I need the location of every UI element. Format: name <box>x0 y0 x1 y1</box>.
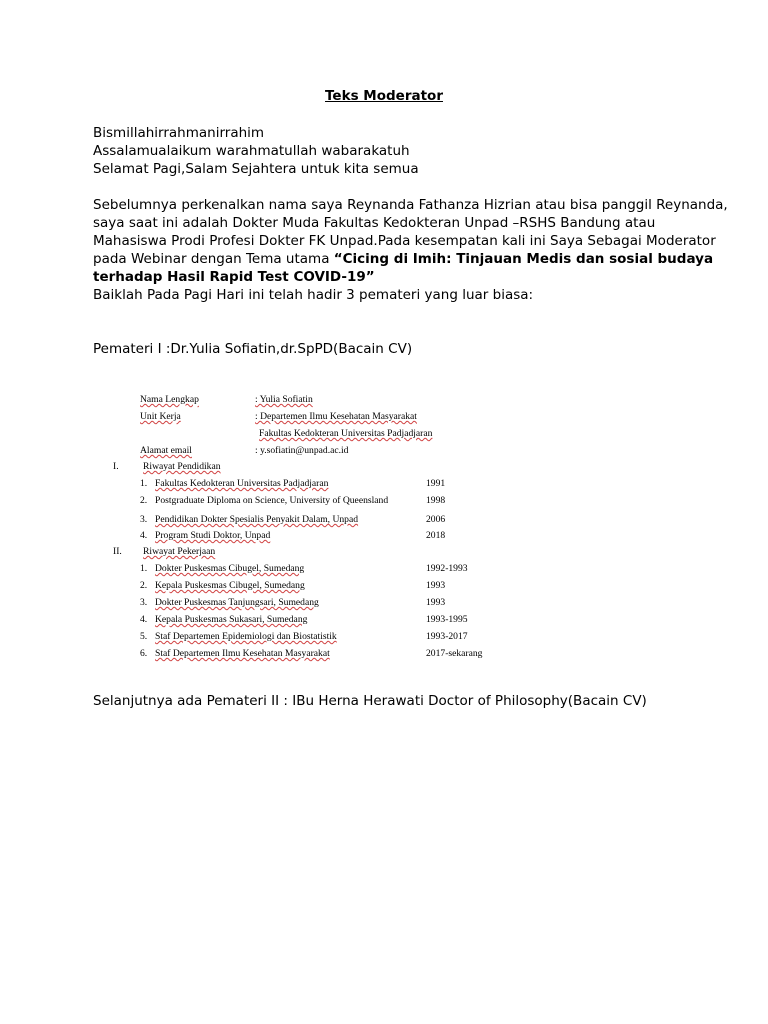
cv-item-year: 1992-1993 <box>426 563 468 574</box>
cv-item-number: 6. <box>140 648 148 659</box>
cv-field-label: Nama Lengkap <box>140 394 199 405</box>
cv-field-value: : y.sofiatin@unpad.ac.id <box>255 445 349 456</box>
cv-field-value: Fakultas Kedokteran Universitas Padjadjaran <box>259 428 433 439</box>
cv-item-year: 1991 <box>426 478 446 489</box>
intro-theme-title-cont: terhadap Hasil Rapid Test COVID-19” <box>93 269 375 285</box>
cv-item-text: Program Studi Doktor, Unpad <box>155 530 271 541</box>
cv-item-number: 4. <box>140 530 148 541</box>
cv-item-number: 3. <box>140 514 148 525</box>
cv-section-number: II. <box>113 546 122 557</box>
intro-theme-prefix: pada Webinar dengan Tema utama <box>93 251 334 267</box>
cv-item-year: 1993 <box>426 580 446 591</box>
cv-item-text: Dokter Puskesmas Cibugel, Sumedang <box>155 563 305 574</box>
cv-field-value: : Yulia Sofiatin <box>255 394 313 405</box>
cv-item-text: Dokter Puskesmas Tanjungsari, Sumedang <box>155 597 319 608</box>
document-title: Teks Moderator <box>325 88 443 104</box>
cv-section-heading: Riwayat Pekerjaan <box>143 546 216 557</box>
cv-field-label: Alamat email <box>140 445 192 456</box>
greeting-salam: Assalamualaikum warahmatullah wabarakatuh <box>93 143 410 159</box>
cv-field-label: Unit Kerja <box>140 411 181 422</box>
intro-theme-title: “Cicing di Imih: Tinjauan Medis dan sosial budaya <box>333 251 714 267</box>
cv-item-text: Postgraduate Diploma on Science, University of Queensland <box>155 495 389 506</box>
cv-item-year: 1993-1995 <box>426 614 468 625</box>
cv-field-value: : Departemen Ilmu Kesehatan Masyarakat <box>255 411 417 422</box>
cv-item-number: 3. <box>140 597 148 608</box>
cv-item-text: Kepala Puskesmas Cibugel, Sumedang <box>155 580 305 591</box>
cv-item-year: 1993 <box>426 597 446 608</box>
cv-item-text: Fakultas Kedokteran Universitas Padjadjaran <box>155 478 329 489</box>
cv-item-year: 1993-2017 <box>426 631 468 642</box>
intro-line-3: Mahasiswa Prodi Profesi Dokter FK Unpad.Pada kesempatan kali ini Saya Sebagai Moderator <box>93 233 716 249</box>
intro-line-1: Sebelumnya perkenalkan nama saya Reynanda Fathanza Hizrian atau bisa panggil Reynanda, <box>93 197 728 213</box>
cv-item-year: 1998 <box>426 495 446 506</box>
cv-item-number: 1. <box>140 478 148 489</box>
cv-item-text: Kepala Puskesmas Sukasari, Sumedang <box>155 614 308 625</box>
cv-section-number: I. <box>113 461 119 472</box>
cv-item-year: 2017-sekarang <box>426 648 483 659</box>
pemateri-1-heading: Pemateri I :Dr.Yulia Sofiatin,dr.SpPD(Bacain CV) <box>93 341 413 357</box>
cv-item-year: 2018 <box>426 530 446 541</box>
intro-line-4 <box>93 250 713 268</box>
cv-item-text: Pendidikan Dokter Spesialis Penyakit Dalam, Unpad <box>155 514 359 525</box>
greeting-selamat-pagi: Selamat Pagi,Salam Sejahtera untuk kita semua <box>93 161 419 177</box>
intro-line-2: saya saat ini adalah Dokter Muda Fakultas Kedokteran Unpad –RSHS Bandung atau <box>93 215 656 231</box>
cv-item-number: 5. <box>140 631 148 642</box>
cv-item-number: 2. <box>140 580 148 591</box>
cv-item-number: 2. <box>140 495 148 506</box>
pemateri-2-heading: Selanjutnya ada Pemateri II : IBu Herna Herawati Doctor of Philosophy(Bacain CV) <box>93 693 647 709</box>
cv-item-year: 2006 <box>426 514 446 525</box>
cv-item-text: Staf Departemen Epidemiologi dan Biostatistik <box>155 631 337 642</box>
cv-item-number: 1. <box>140 563 148 574</box>
cv-section-heading: Riwayat Pendidikan <box>143 461 221 472</box>
intro-line-6: Baiklah Pada Pagi Hari ini telah hadir 3 pemateri yang luar biasa: <box>93 287 534 303</box>
cv-item-text: Staf Departemen Ilmu Kesehatan Masyarakat <box>155 648 330 659</box>
cv-item-number: 4. <box>140 614 148 625</box>
greeting-bismillah: Bismillahirrahmanirrahim <box>93 125 265 141</box>
